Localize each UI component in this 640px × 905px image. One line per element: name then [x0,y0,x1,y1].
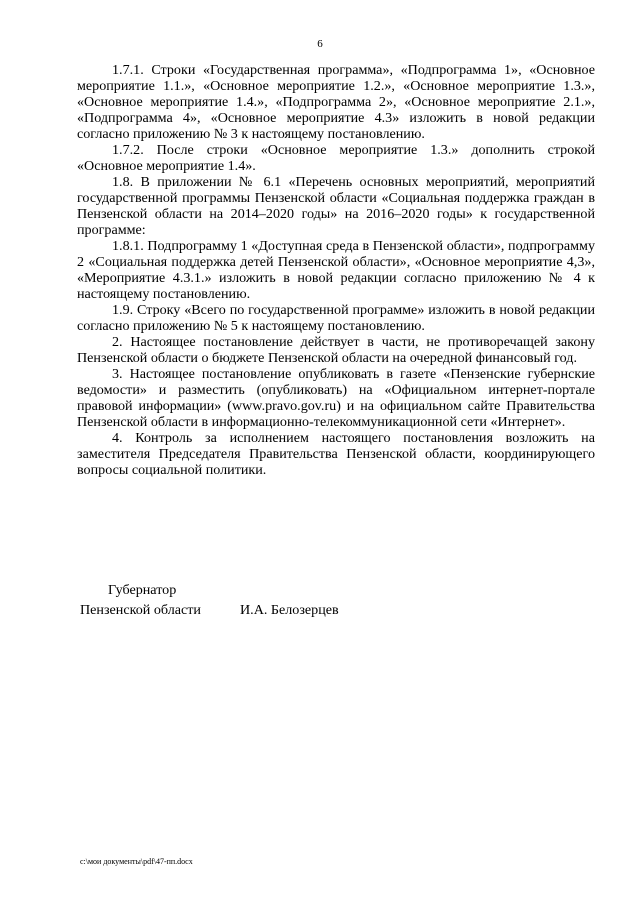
paragraph-1-7-2: 1.7.2. После строки «Основное мероприятие 1.3.» дополнить строкой «Основное мероприятие 1.4». [77,142,595,174]
paragraph-1-9: 1.9. Строку «Всего по государственной программе» изложить в новой редакции согласно приложению № 5 к настоящему постановлению. [77,302,595,334]
paragraph-3: 3. Настоящее постановление опубликовать в газете «Пензенские губернские ведомости» и разместить (опубликовать) на «Официальном интернет-портале правовой информации» (www.pravo.gov.ru) и на официальном сайте Правительства Пензенской области в информационно-телекоммуникационной сети «Интернет». [77,366,595,430]
paragraph-1-8: 1.8. В приложении № 6.1 «Перечень основных мероприятий, мероприятий государственной программы Пензенской области «Социальная поддержка граждан в Пензенской области на 2014–2020 годы» на 2016–2020 годы» к государственной программе: [77,174,595,238]
page-number: 6 [317,38,323,50]
document-body [77,62,595,478]
signature-name: И.А. Белозерцев [240,602,339,618]
paragraph-2: 2. Настоящее постановление действует в части, не противоречащей закону Пензенской области о бюджете Пензенской области на очередной финансовый год. [77,334,595,366]
paragraph-1-8-1: 1.8.1. Подпрограмму 1 «Доступная среда в Пензенской области», подпрограмму 2 «Социальная поддержка детей Пензенской области», «Основное мероприятие 4,3», «Мероприятие 4.3.1.» изложить в новой редакции согласно приложению № 4 к настоящему постановлению. [77,238,595,302]
signature-title: Губернатор [108,582,177,598]
signature-block [80,580,480,620]
signature-row [80,600,480,620]
paragraph-4: 4. Контроль за исполнением настоящего постановления возложить на заместителя Председателя Правительства Пензенской области, координирующего вопросы социальной политики. [77,430,595,478]
footer-file-path: c:\мои документы\pdf\47-пп.docx [80,857,193,866]
paragraph-1-7-1: 1.7.1. Строки «Государственная программа», «Подпрограмма 1», «Основное мероприятие 1.1.», «Основное мероприятие 1.2.», «Основное мероприятие 1.3.», «Основное мероприятие 1.4.», «Подпрограмма 2», «Основное мероприятие 2.1.», «Подпрограмма 4», «Основное мероприятие 4.3» изложить в новой редакции согласно приложению № 3 к настоящему постановлению. [77,62,595,142]
signature-region: Пензенской области [80,602,201,618]
